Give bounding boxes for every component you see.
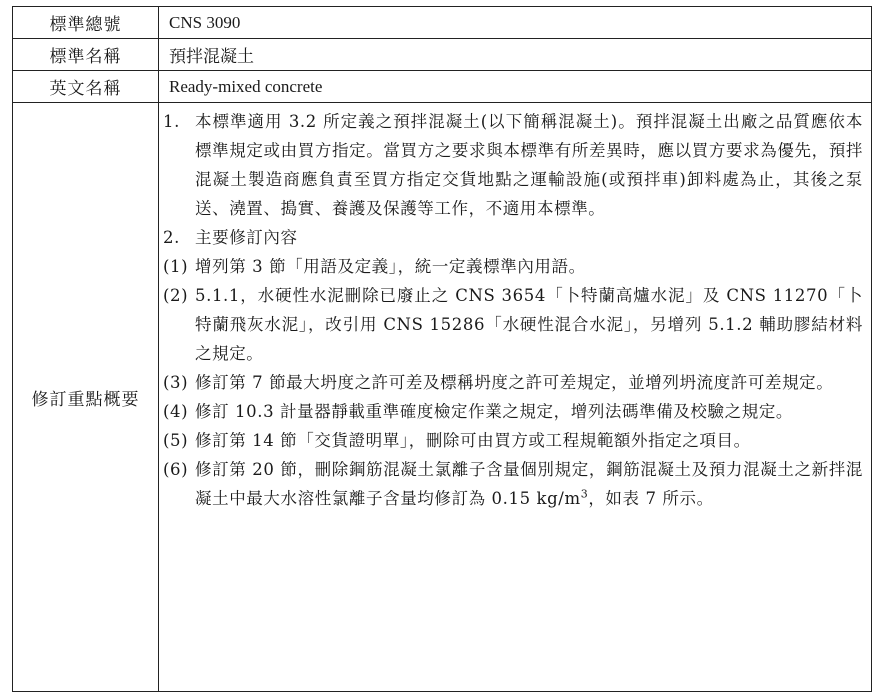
revision-items-list xyxy=(161,107,863,513)
item-text: 修訂第 20 節，刪除鋼筋混凝土氯離子含量個別規定，鋼筋混凝土及預力混凝土之新拌混凝土中最大水溶性氯離子含量均修訂為 0.15 kg/m xyxy=(195,460,863,508)
row-standard-number xyxy=(13,7,872,39)
list-item xyxy=(161,368,863,397)
standard-info-table xyxy=(12,6,872,692)
unit-superscript: 3 xyxy=(580,487,589,501)
revision-summary-label: 修訂重點概要 xyxy=(13,103,159,692)
list-item xyxy=(161,397,863,426)
item-number: (3) xyxy=(163,373,189,392)
item-text: 修訂第 7 節最大坍度之許可差及標稱坍度之許可差規定，並增列坍流度許可差規定。 xyxy=(195,373,834,392)
standard-number-label: 標準總號 xyxy=(13,7,159,39)
item-number: (4) xyxy=(163,402,189,421)
item-text: 修訂 10.3 計量器靜載重準確度檢定作業之規定，增列法碼準備及校驗之規定。 xyxy=(195,402,794,421)
item-number: (6) xyxy=(163,460,189,479)
list-item xyxy=(161,426,863,455)
revision-summary-content xyxy=(159,103,872,692)
item-text: 增列第 3 節「用語及定義」，統一定義標準內用語。 xyxy=(195,257,586,276)
list-item xyxy=(161,252,863,281)
standard-number-value: CNS 3090 xyxy=(159,7,872,39)
item-number: (2) xyxy=(163,286,189,305)
item-number: 1. xyxy=(163,112,180,131)
english-name-label: 英文名稱 xyxy=(13,71,159,103)
item-number: 2. xyxy=(163,228,180,247)
item-text: 5.1.1，水硬性水泥刪除已廢止之 CNS 3654「卜特蘭高爐水泥」及 CNS 11270「卜特蘭飛灰水泥」，改引用 CNS 15286「水硬性混合水泥」，另增列 5.1.2 輔助膠結材料之規定。 xyxy=(195,286,863,363)
list-item xyxy=(161,455,863,513)
item-number: (1) xyxy=(163,257,189,276)
english-name-value: Ready-mixed concrete xyxy=(159,71,872,103)
row-standard-name xyxy=(13,39,872,71)
item-number: (5) xyxy=(163,431,189,450)
list-item xyxy=(161,223,863,252)
item-text: 修訂第 14 節「交貨證明單」，刪除可由買方或工程規範額外指定之項目。 xyxy=(195,431,751,450)
revision-summary-sheet xyxy=(12,6,872,692)
list-item xyxy=(161,107,863,223)
row-english-name xyxy=(13,71,872,103)
item-text: 本標準適用 3.2 所定義之預拌混凝土(以下簡稱混凝土)。預拌混凝土出廠之品質應依本標準規定或由買方指定。當買方之要求與本標準有所差異時，應以買方要求為優先，預拌混凝土製造商應負責至買方指定交貨地點之運輸設施(或預拌車)卸料處為止，其後之泵送、澆置、搗實、養護及保護等工作，不適用本標準。 xyxy=(195,112,863,218)
item-text-tail: ，如表 7 所示。 xyxy=(588,489,714,508)
standard-name-value: 預拌混凝土 xyxy=(159,39,872,71)
list-item xyxy=(161,281,863,368)
item-text: 主要修訂內容 xyxy=(195,228,298,247)
standard-name-label: 標準名稱 xyxy=(13,39,159,71)
row-revision-summary xyxy=(13,103,872,692)
